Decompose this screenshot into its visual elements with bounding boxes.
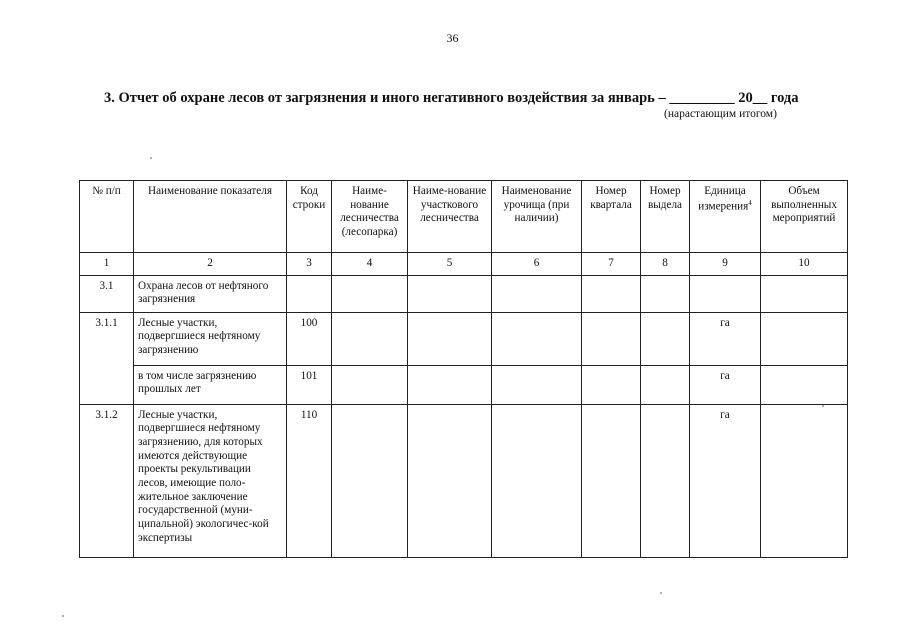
scan-speck bbox=[62, 615, 64, 617]
row-cell bbox=[408, 404, 492, 557]
header-forestry: Наиме-нование лесничества (лесопарка) bbox=[332, 181, 408, 253]
scan-speck bbox=[660, 592, 662, 594]
row-cell bbox=[332, 312, 408, 365]
col-number: 1 bbox=[80, 253, 134, 276]
row-cell bbox=[332, 404, 408, 557]
report-title: 3. Отчет об охране лесов от загрязнения и иного негативного воздействия за январь – _________ 20__ года bbox=[104, 90, 799, 106]
row-cell bbox=[582, 312, 641, 365]
row-cell bbox=[582, 365, 641, 404]
row-unit bbox=[690, 275, 761, 312]
row-cell bbox=[582, 275, 641, 312]
row-indicator: Лесные участки, подвергшиеся нефтяному загрязнению, для которых имеются действующие проекты рекультивации лесов, имеющие поло-жительное заключение государственной (муни-ципальной) экологичес-кой экспертизы bbox=[134, 404, 287, 557]
row-cell bbox=[641, 404, 690, 557]
row-num: 3.1 bbox=[80, 275, 134, 312]
col-number: 7 bbox=[582, 253, 641, 276]
row-indicator: в том числе загрязнению прошлых лет bbox=[134, 365, 287, 404]
scan-speck bbox=[822, 405, 824, 407]
table-row bbox=[80, 404, 848, 557]
header-volume: Объем выполненных мероприятий bbox=[761, 181, 848, 253]
table-row bbox=[80, 275, 848, 312]
row-indicator: Лесные участки, подвергшиеся нефтяному загрязнению bbox=[134, 312, 287, 365]
col-number: 10 bbox=[761, 253, 848, 276]
row-indicator: Охрана лесов от нефтяного загрязнения bbox=[134, 275, 287, 312]
header-num: № п/п bbox=[80, 181, 134, 253]
row-cell bbox=[761, 312, 848, 365]
header-row bbox=[80, 181, 848, 253]
header-unit-footnote: 4 bbox=[748, 198, 752, 207]
row-cell bbox=[492, 404, 582, 557]
column-number-row bbox=[80, 253, 848, 276]
header-tract: Наименование урочища (при наличии) bbox=[492, 181, 582, 253]
row-cell bbox=[408, 275, 492, 312]
table-row bbox=[80, 365, 848, 404]
col-number: 9 bbox=[690, 253, 761, 276]
page-number: 36 bbox=[446, 31, 459, 45]
header-allotment: Номер выдела bbox=[641, 181, 690, 253]
report-table bbox=[79, 180, 848, 558]
row-cell bbox=[408, 365, 492, 404]
row-code: 101 bbox=[287, 365, 332, 404]
col-number: 3 bbox=[287, 253, 332, 276]
row-cell bbox=[641, 312, 690, 365]
row-code bbox=[287, 275, 332, 312]
row-cell bbox=[582, 404, 641, 557]
report-subtitle: (нарастающим итогом) bbox=[664, 108, 777, 120]
row-unit: га bbox=[690, 365, 761, 404]
row-cell bbox=[641, 365, 690, 404]
row-num: 3.1.1 bbox=[80, 312, 134, 404]
scan-speck bbox=[150, 157, 152, 159]
row-cell bbox=[761, 365, 848, 404]
header-unit-label: Единица измерения bbox=[698, 185, 749, 213]
row-unit: га bbox=[690, 404, 761, 557]
header-quarter: Номер квартала bbox=[582, 181, 641, 253]
row-cell bbox=[641, 275, 690, 312]
col-number: 5 bbox=[408, 253, 492, 276]
row-cell bbox=[332, 275, 408, 312]
header-indicator: Наименование показателя bbox=[134, 181, 287, 253]
header-unit bbox=[690, 181, 761, 253]
row-cell bbox=[408, 312, 492, 365]
row-unit: га bbox=[690, 312, 761, 365]
col-number: 2 bbox=[134, 253, 287, 276]
table-row bbox=[80, 312, 848, 365]
col-number: 6 bbox=[492, 253, 582, 276]
col-number: 8 bbox=[641, 253, 690, 276]
row-num: 3.1.2 bbox=[80, 404, 134, 557]
row-cell bbox=[761, 404, 848, 557]
header-code: Код строки bbox=[287, 181, 332, 253]
col-number: 4 bbox=[332, 253, 408, 276]
row-cell bbox=[492, 365, 582, 404]
row-cell bbox=[492, 275, 582, 312]
row-cell bbox=[761, 275, 848, 312]
row-cell bbox=[492, 312, 582, 365]
row-code: 100 bbox=[287, 312, 332, 365]
header-district: Наиме-нование участкового лесничества bbox=[408, 181, 492, 253]
row-cell bbox=[332, 365, 408, 404]
row-code: 110 bbox=[287, 404, 332, 557]
